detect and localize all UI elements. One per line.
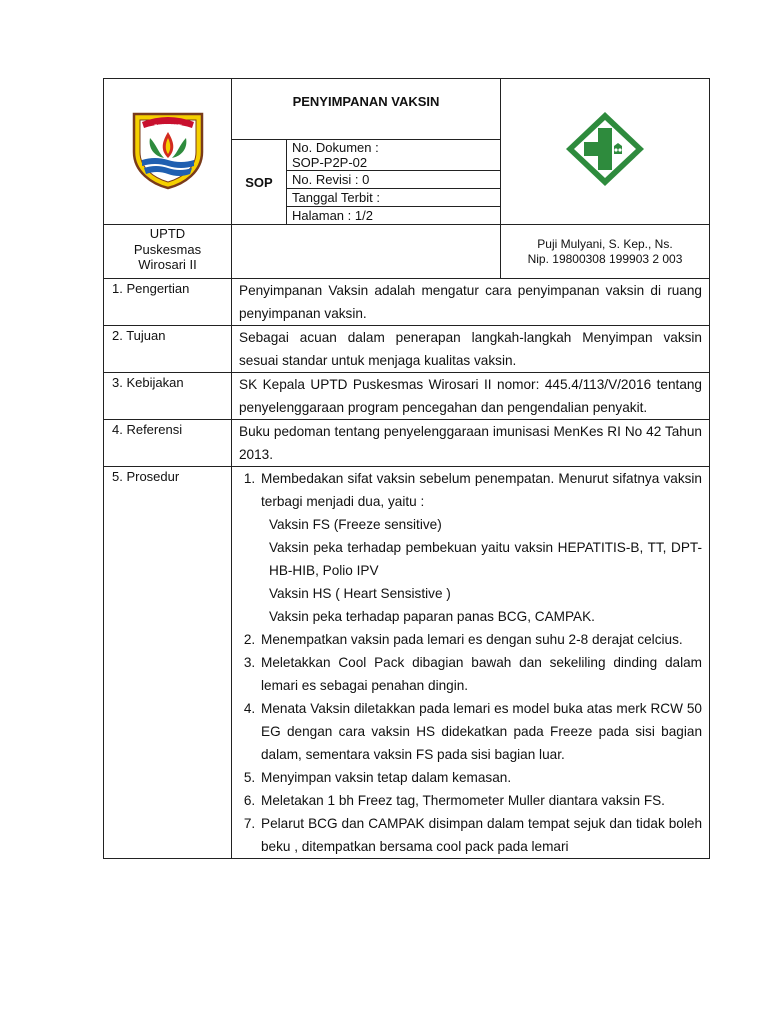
unit-line-1: UPTD — [149, 226, 186, 241]
meta-revision: No. Revisi : 0 — [287, 171, 500, 189]
sop-table — [103, 78, 710, 859]
kebijakan-paragraph: SK Kepala UPTD Puskesmas Wirosari II nomor: 445.4/113/V/2016 tentang penyelenggaraan program pencegahan dan pengendalian penyakit. — [239, 377, 702, 415]
tujuan-paragraph: Sebagai acuan dalam penerapan langkah-langkah Menyimpan vaksin sesuai standar untuk menjaga kualitas vaksin. — [239, 330, 702, 368]
procedure-step: 3. Meletakkan Cool Pack dibagian bawah dan sekeliling dinding dalam lemari es sebagai penahan dingin. — [259, 651, 702, 697]
sop-label: SOP — [232, 140, 287, 225]
sub-item: Vaksin HS ( Heart Sensistive ) — [269, 586, 451, 601]
unit-name — [104, 225, 232, 279]
procedure-step: 2. Menempatkan vaksin pada lemari es dengan suhu 2-8 derajat celcius. — [259, 628, 702, 651]
procedure-step: 5. Menyimpan vaksin tetap dalam kemasan. — [259, 766, 702, 789]
unit-line-2: Puskesmas — [133, 241, 202, 257]
step-1-text: Membedakan sifat vaksin sebelum penempatan. Menurut sifatnya vaksin terbagi menjadi dua, yaitu : — [261, 471, 702, 509]
referensi-paragraph: Buku pedoman tentang penyelenggaraan imunisasi MenKes RI No 42 Tahun 2013. — [239, 424, 702, 462]
procedure-step — [259, 467, 702, 628]
signatory-nip: Nip. 19800308 199903 2 003 — [527, 251, 683, 266]
procedure-step: 4. Menata Vaksin diletakkan pada lemari es model buka atas merk RCW 50 EG dengan cara vaksin HS didekatkan pada Freeze pada sisi bagian dalam, sementara vaksin FS pada sisi bagian luar. — [259, 697, 702, 766]
text-prosedur — [232, 467, 710, 859]
regency-emblem-icon — [128, 108, 208, 190]
text-tujuan — [232, 326, 710, 373]
signatory-name: Puji Mulyani, S. Kep., Ns. — [537, 237, 673, 251]
label-referensi: 4. Referensi — [104, 420, 232, 467]
sub-item: Vaksin peka terhadap paparan panas BCG, CAMPAK. — [269, 609, 595, 624]
meta-doc-code: SOP-P2P-02 — [287, 155, 500, 171]
puskesmas-logo-cell — [501, 79, 710, 225]
puskesmas-logo-icon — [560, 108, 650, 190]
meta-issue-date: Tanggal Terbit : — [287, 189, 500, 207]
meta-doc-no: No. Dokumen : — [292, 140, 379, 155]
label-pengertian: 1. Pengertian — [104, 279, 232, 326]
pengertian-paragraph: Penyimpanan Vaksin adalah mengatur cara penyimpanan vaksin di ruang penyimpanan vaksin. — [239, 283, 702, 321]
label-prosedur: 5. Prosedur — [104, 467, 232, 859]
text-pengertian — [232, 279, 710, 326]
procedure-step: 6. Meletakan 1 bh Freez tag, Thermometer Muller diantara vaksin FS. — [259, 789, 702, 812]
svg-text:BAKTI BAKTI: BAKTI BAKTI — [153, 123, 182, 128]
document-meta — [287, 140, 501, 225]
signatory — [501, 225, 710, 279]
meta-page: Halaman : 1/2 — [292, 208, 373, 223]
regency-logo-cell — [104, 79, 232, 225]
text-referensi — [232, 420, 710, 467]
text-kebijakan — [232, 373, 710, 420]
blank-cell — [232, 225, 501, 279]
procedure-steps — [239, 467, 702, 858]
sub-item: Vaksin FS (Freeze sensitive) — [269, 517, 442, 532]
unit-line-3: Wirosari II — [138, 257, 197, 272]
document-title: PENYIMPANAN VAKSIN — [232, 79, 501, 140]
procedure-step: 7. Pelarut BCG dan CAMPAK disimpan dalam tempat sejuk dan tidak boleh beku , ditempatkan bersama cool pack pada lemari — [259, 812, 702, 858]
label-tujuan: 2. Tujuan — [104, 326, 232, 373]
sub-item: Vaksin peka terhadap pembekuan yaitu vaksin HEPATITIS-B, TT, DPT-HB-HIB, Polio IPV — [269, 540, 702, 578]
label-kebijakan: 3. Kebijakan — [104, 373, 232, 420]
